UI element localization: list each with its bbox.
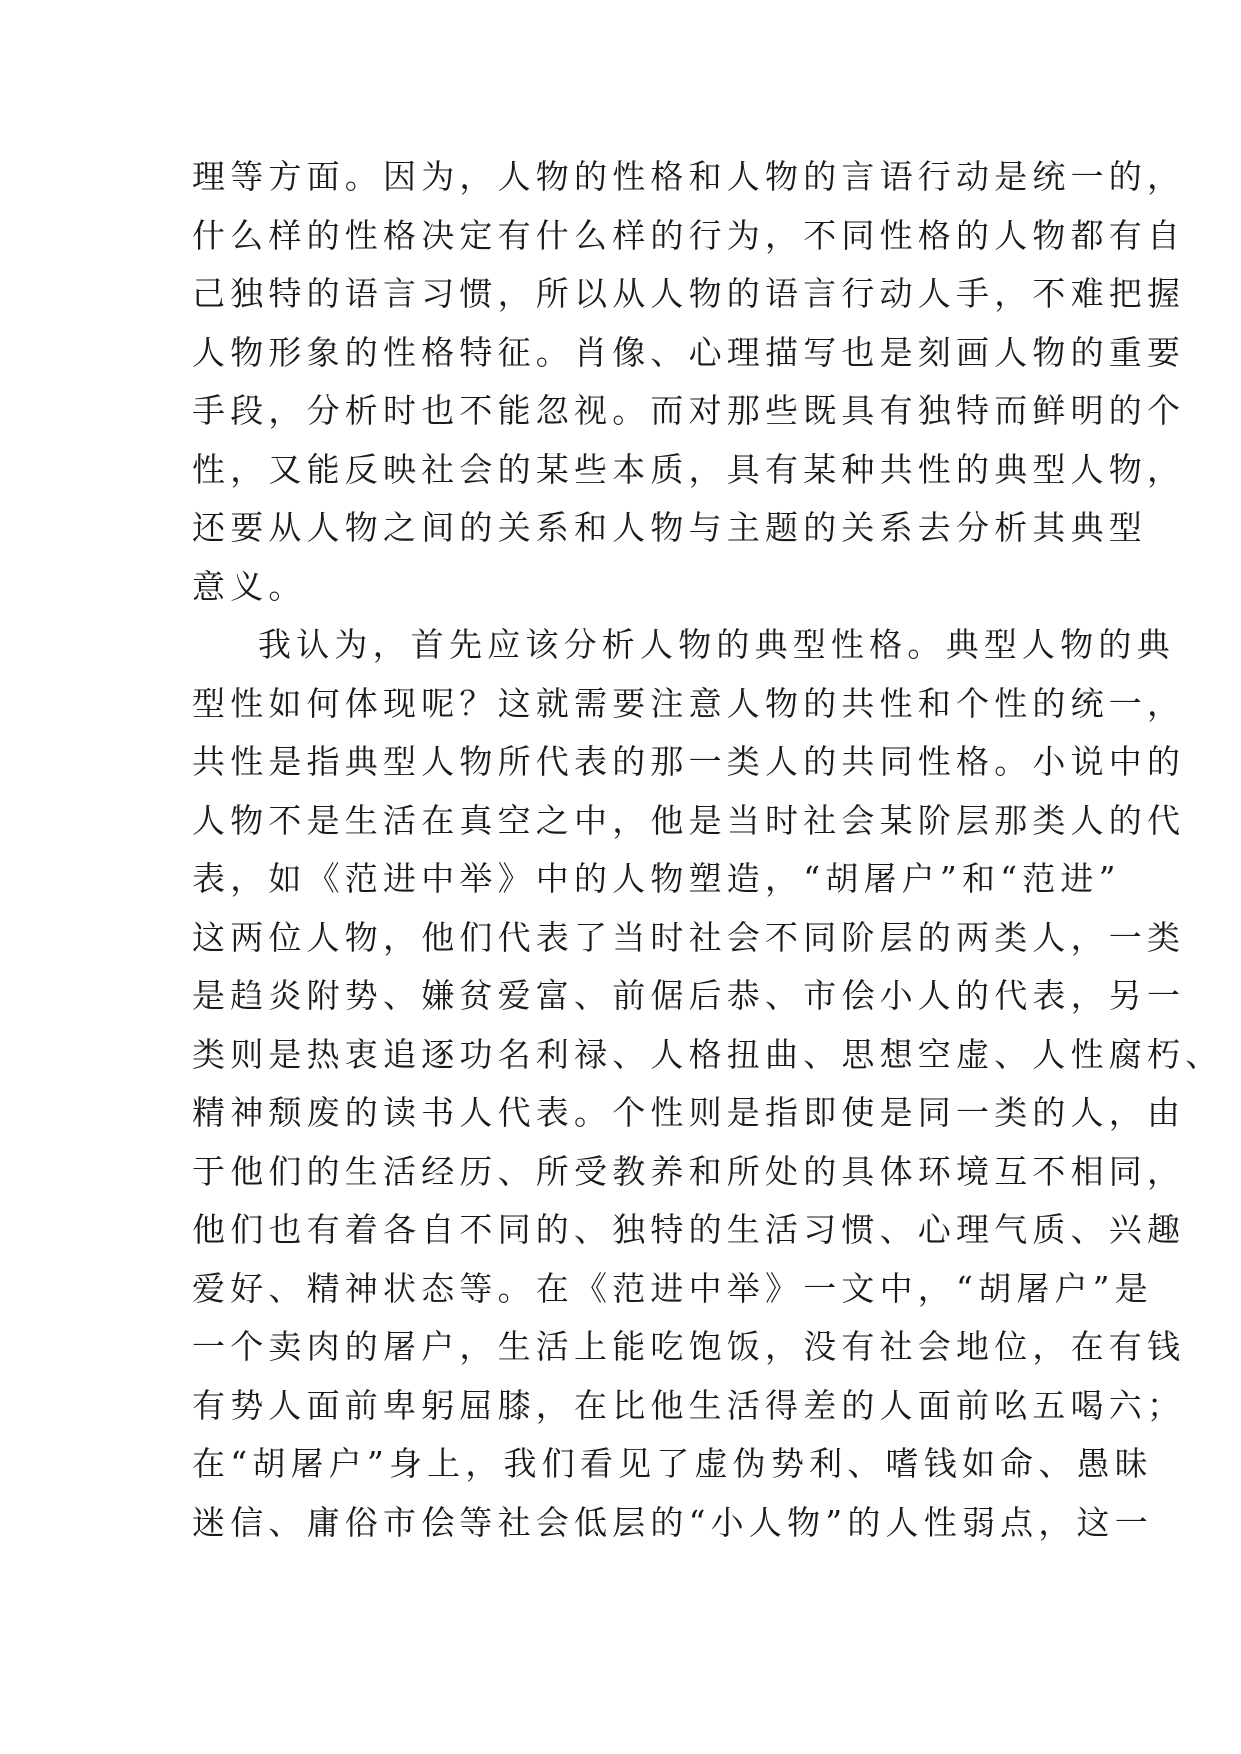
text-line: 爱好、精神状态等。在《范进中举》一文中，“胡屠户”是 [192, 1268, 1153, 1308]
text-line: 还要从人物之间的关系和人物与主题的关系去分析其典型 [192, 508, 1147, 547]
text-line: 有势人面前卑躬屈膝，在比他生活得差的人面前吆五喝六； [192, 1385, 1186, 1425]
text-line: 在“胡屠户”身上，我们看见了虚伪势利、嗜钱如命、愚昧 [192, 1444, 1153, 1483]
text-line: 手段，分析时也不能忽视。而对那些既具有独特而鲜明的个 [192, 391, 1186, 430]
text-line-indented: 我认为，首先应该分析人物的典型性格。典型人物的典 [258, 625, 1175, 664]
paragraph-1 [192, 148, 1186, 616]
text-line: 己独特的语言习惯，所以从人物的语言行动人手，不难把握 [192, 274, 1186, 313]
text-line: 人物形象的性格特征。肖像、心理描写也是刻画人物的重要 [192, 332, 1186, 372]
text-line: 类则是热衷追逐功名利禄、人格扭曲、思想空虚、人性腐朽、 [192, 1034, 1224, 1074]
text-line: 意义。 [192, 566, 307, 606]
text-line: 型性如何体现呢？这就需要注意人物的共性和个性的统一， [192, 683, 1186, 723]
text-line: 精神颓废的读书人代表。个性则是指即使是同一类的人，由 [192, 1093, 1186, 1132]
text-line: 这两位人物，他们代表了当时社会不同阶层的两类人，一类 [192, 917, 1186, 957]
text-line: 理等方面。因为，人物的性格和人物的言语行动是统一的， [192, 157, 1186, 196]
text-line: 表，如《范进中举》中的人物塑造，“胡屠户”和“范进” [192, 859, 1121, 898]
text-line: 是趋炎附势、嫌贫爱富、前倨后恭、市侩小人的代表，另一 [192, 976, 1186, 1015]
text-line: 人物不是生活在真空之中，他是当时社会某阶层那类人的代 [192, 800, 1186, 840]
text-line: 一个卖肉的屠户，生活上能吃饱饭，没有社会地位，在有钱 [192, 1327, 1186, 1366]
text-line: 迷信、庸俗市侩等社会低层的“小人物”的人性弱点，这一 [192, 1502, 1153, 1542]
text-line: 他们也有着各自不同的、独特的生活习惯、心理气质、兴趣 [192, 1210, 1186, 1249]
text-line: 什么样的性格决定有什么样的行为，不同性格的人物都有自 [192, 215, 1186, 255]
text-line: 于他们的生活经历、所受教养和所处的具体环境互不相同， [192, 1151, 1186, 1191]
text-line: 共性是指典型人物所代表的那一类人的共同性格。小说中的 [192, 742, 1186, 781]
paragraph-2 [192, 616, 1224, 1552]
document-body [192, 148, 1224, 1552]
text-line: 性，又能反映社会的某些本质，具有某种共性的典型人物， [192, 449, 1186, 489]
